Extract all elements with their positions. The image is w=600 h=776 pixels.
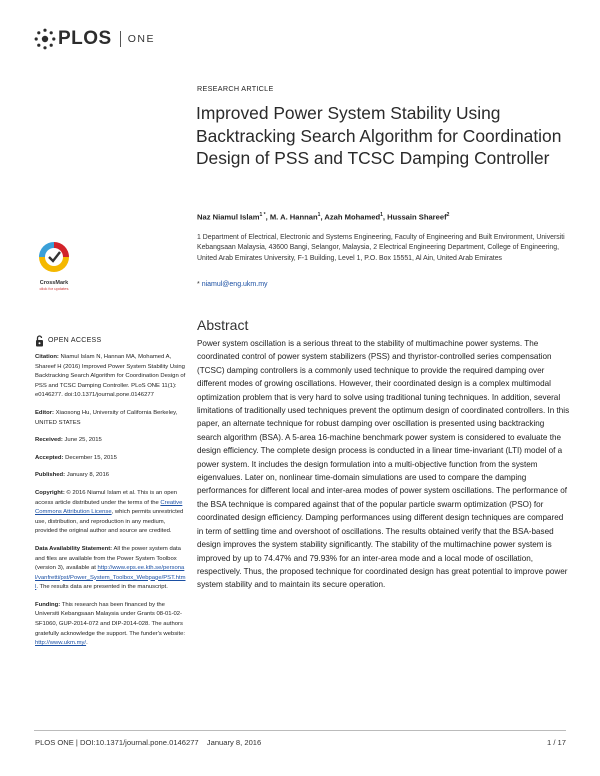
page-number: 1 / 17 <box>547 738 566 747</box>
data-availability-text-end: . The results data are presented in the manuscript. <box>36 584 168 591</box>
funding-label: Funding: <box>35 601 61 608</box>
open-access-label: OPEN ACCESS <box>48 337 102 345</box>
copyright-text-end: , which permits unrestricted use, distribution, and reproduction in any medium, provided the original author and source are credited. <box>35 509 184 535</box>
author-sup: 1 <box>317 212 321 218</box>
affiliation-number: 1 <box>197 234 201 241</box>
author-name[interactable]: Hussain Shareef <box>387 212 447 222</box>
author-sup: 1 * <box>259 212 266 218</box>
article-title: Improved Power System Stability Using Backtracking Search Algorithm for Coordination Design of PSS and TCSC Damping Controller <box>196 103 562 169</box>
email-link[interactable]: niamul@eng.ukm.my <box>201 281 268 288</box>
logo-plos-text: PLOS <box>58 28 112 49</box>
published-block <box>35 471 187 481</box>
author-name[interactable]: M. A. Hannan <box>269 212 318 222</box>
author-sup: 1 <box>380 212 383 218</box>
logo-journal-text: ONE <box>127 33 155 45</box>
email-marker: * <box>197 281 200 288</box>
editor-block <box>35 409 187 428</box>
footer-doi: PLOS ONE | DOI:10.1371/journal.pone.0146277 <box>35 738 199 747</box>
abstract-text: Power system oscillation is a serious threat to the stability of multimachine power systems. The coordinated control of power system stabilizers (PSS) and thyristor-controlled series compensation (TCSC) damping controllers is a commonly used technique to provide the required damping over different modes of growing oscillations. However, their coordinated design is a complex multimodal optimization problem that is very hard to solve using traditional tuning techniques. In addition, several limitations of traditionally used techniques prevent the optimum design of coordinated controllers. In this paper, an alternate technique for robust damping over oscillation is presented using backtracking search algorithm (BSA). A 5-area 16-machine benchmark power system is considered to evaluate the design efficiency. The complete design process is conducted in a linear time-invariant (LTI) model of a power system. It includes the design formulation into a multi-objective function from the system eigenvalues. Later on, nonlinear time-domain simulations are used to compare the damping performances for different local and inter-area modes of power system oscillations. The performance of the BSA technique is compared against that of the popular particle swarm optimization (PSO) for coordinated design efficiency. Damping performances using different design techniques are compared in term of settling time and overshoot of oscillations. The results obtained verify that the BSA-based design improves the system stability significantly. The stability of the multimachine power system is improved by up to 74.47% and 79.93% for an inter-area mode and a local mode of oscillation, respectively. Thus, the proposed technique for coordinated design has great potential to improve power system stability and to maintain its secure operation. <box>197 339 570 590</box>
author-sup: 2 <box>446 212 450 218</box>
data-link[interactable]: http://www.eps.ee.kth.se/personal/vanfretti/pst/Power_System_Toolbox_Webpage/PST.html <box>35 565 186 591</box>
corresponding-email <box>197 281 268 288</box>
citation-block <box>35 353 187 401</box>
data-availability-label: Data Availability Statement: <box>35 545 113 552</box>
published-label: Published: <box>35 472 66 479</box>
funder-link[interactable]: http://www.ukm.my/ <box>35 640 87 647</box>
copyright-text: © 2016 Niamul Islam et al. This is an open access article distributed under the terms of the <box>35 489 178 506</box>
copyright-label: Copyright: <box>35 489 65 496</box>
data-availability-block <box>35 545 187 593</box>
crossmark-label: CrossMark <box>39 280 69 286</box>
footer-citation <box>35 738 261 747</box>
plos-one-logo[interactable] <box>34 27 155 51</box>
citation-label: Citation: <box>35 354 59 360</box>
affiliations <box>197 233 575 264</box>
license-link[interactable]: Creative Commons Attribution License <box>35 499 183 516</box>
author-name[interactable]: Azah Mohamed <box>324 212 381 222</box>
editor-label: Editor: <box>35 409 54 416</box>
logo-separator <box>120 31 121 47</box>
received-text: June 25, 2015 <box>64 437 102 444</box>
crossmark-icon <box>37 240 71 274</box>
crossmark-badge[interactable] <box>34 240 74 292</box>
affiliation-number: 2 <box>373 244 378 252</box>
affiliation-text: Department of Electrical, Electronic and Systems Engineering, Faculty of Engineering and Built Environment, Universiti Kebangsaan Malaysia, 43600 Bangi, Selangor, Malaysia, <box>197 234 565 252</box>
received-label: Received: <box>35 437 63 444</box>
footer-divider <box>34 730 566 731</box>
article-type: RESEARCH ARTICLE <box>197 84 274 93</box>
published-text: January 8, 2016 <box>66 472 109 479</box>
citation-text: Niamul Islam N, Hannan MA, Mohamed A, Shareef H (2016) Improved Power System Stability Using Backtracking Search Algorithm for Coordination Design of PSS and TCSC Damping Controller. PLoS ONE 11(1): e0146277. doi:10.1371/journal.pone.0146277 <box>35 354 186 399</box>
footer-date: January 8, 2016 <box>206 738 262 747</box>
abstract-heading: Abstract <box>197 317 249 333</box>
affiliation-text: Electrical Engineering Department, College of Engineering, United Arab Emirates University, F-1 Building, Level 1, P.O. Box 15551, Al Ain, United Arab Emirates <box>197 244 560 262</box>
editor-text: Xiaosong Hu, University of California Berkeley, UNITED STATES <box>35 409 178 426</box>
accepted-label: Accepted: <box>35 454 64 461</box>
accepted-text: December 15, 2015 <box>65 454 117 461</box>
crossmark-sub: click for updates <box>39 286 69 291</box>
author-name[interactable]: Naz Niamul Islam <box>197 212 260 222</box>
open-lock-icon <box>35 335 44 347</box>
accepted-block <box>35 454 187 464</box>
author-list: Naz Niamul Islam$^{1 *}$, M. A. Hannan$^1$, Azah Mohamed$^1$, Hussain Shareef$^2$ <box>197 212 450 222</box>
funding-text: This research has been financed by the Universiti Kebangsaan Malaysia under Grants 08-01-02-SF1060, GUP-2014-072 and DIP-2014-028. The authors gratefully acknowledge the support. The funder's website: <box>35 601 186 637</box>
copyright-block <box>35 489 187 537</box>
funding-block <box>35 601 187 649</box>
open-access-badge <box>35 335 187 347</box>
received-block <box>35 436 187 446</box>
article-info-sidebar <box>35 335 187 657</box>
data-availability-text: All the power system data and files are available from the Power System Toolbox (version 3), available at <box>35 545 181 572</box>
funding-text-end: . <box>86 640 88 647</box>
plos-logo-icon <box>34 28 56 50</box>
